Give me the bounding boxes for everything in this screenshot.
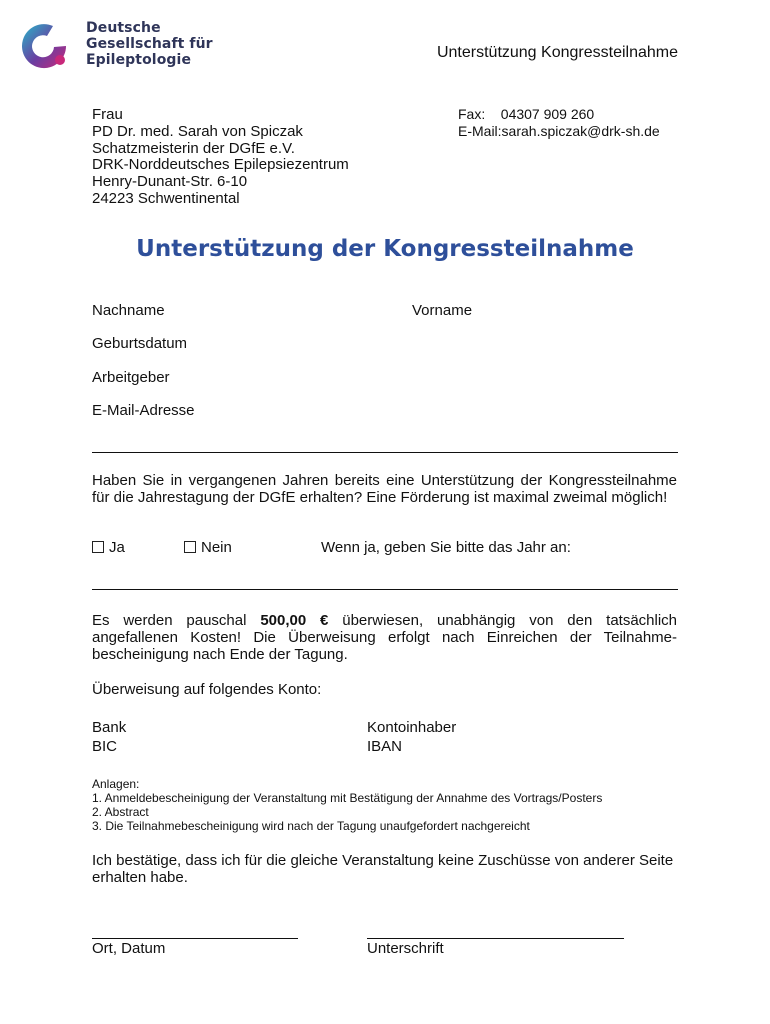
header-title: Unterstützung Kongressteilnahme bbox=[436, 44, 678, 61]
attachment-item: 2. Abstract bbox=[92, 805, 149, 819]
form-title: Unterstützung der Kongressteilnahme bbox=[136, 236, 634, 262]
signature-label: Unterschrift bbox=[367, 940, 444, 957]
attachment-item: 3. Die Teilnahmebescheinigung wird nach der Tagung unaufgefordert nachgereicht bbox=[92, 819, 530, 833]
bic-label[interactable]: BIC bbox=[92, 738, 118, 755]
contact-block bbox=[458, 106, 660, 140]
address-line: Frau bbox=[92, 106, 123, 123]
attachment-item: 1. Anmeldebescheinigung der Veranstaltung mit Bestätigung der Annahme des Vortrags/Posters bbox=[92, 791, 603, 805]
dgfe-logo-mark bbox=[16, 16, 76, 76]
option-ja[interactable] bbox=[92, 539, 125, 556]
place-date-label: Ort, Datum bbox=[92, 940, 166, 957]
field-nachname[interactable]: Nachname bbox=[92, 302, 165, 319]
signature-line[interactable] bbox=[367, 938, 624, 939]
account-holder-label[interactable]: Kontoinhaber bbox=[367, 719, 457, 736]
payment-notice bbox=[92, 612, 677, 663]
year-prompt: Wenn ja, geben Sie bitte das Jahr an: bbox=[321, 539, 571, 556]
logo-wordmark bbox=[86, 20, 213, 68]
logo-line: Deutsche bbox=[86, 20, 161, 36]
payment-post: überwiesen, unabhängig von den tatsächlich angefallenen Kosten! Die Überweisung erfolgt nach Einreichen der Teilnahme-bescheinigung nach Ende der Tagung. bbox=[92, 612, 678, 663]
option-ja-label: Ja bbox=[109, 539, 125, 556]
option-nein[interactable] bbox=[184, 539, 232, 556]
divider bbox=[92, 452, 678, 453]
logo-line: Gesellschaft für bbox=[86, 36, 213, 52]
address-line: PD Dr. med. Sarah von Spiczak bbox=[92, 122, 303, 140]
address-line: DRK-Norddeutsches Epilepsiezentrum bbox=[92, 156, 349, 174]
attachments-heading: Anlagen: bbox=[92, 777, 140, 791]
payment-amount: 500,00 € bbox=[260, 612, 329, 629]
address-line: Schatzmeisterin der DGfE e.V. bbox=[92, 139, 295, 157]
recipient-address bbox=[92, 106, 349, 207]
address-line: Henry-Dunant-Str. 6-10 bbox=[92, 173, 248, 191]
prior-support-question: Haben Sie in vergangenen Jahren bereits eine Unterstützung der Kongressteilnahme für die Jahrestagung der DGfE erhalten? Eine Förderung ist maximal zweimal möglich! bbox=[92, 472, 677, 506]
confirmation-statement: Ich bestätige, dass ich für die gleiche Veranstaltung keine Zuschüsse von anderer Seite erhalten habe. bbox=[92, 852, 674, 886]
field-email[interactable]: E-Mail-Adresse bbox=[92, 402, 195, 419]
divider bbox=[92, 589, 678, 590]
option-nein-label: Nein bbox=[201, 539, 232, 556]
payment-pre: Es werden pauschal bbox=[92, 612, 247, 629]
place-date-line[interactable] bbox=[92, 938, 298, 939]
field-arbeitgeber[interactable]: Arbeitgeber bbox=[92, 369, 170, 386]
checkbox-icon[interactable] bbox=[92, 541, 104, 553]
checkbox-icon[interactable] bbox=[184, 541, 196, 553]
email-address[interactable]: E-Mail:sarah.spiczak@drk-sh.de bbox=[458, 122, 660, 139]
fax-number: Fax: 04307 909 260 bbox=[458, 106, 595, 122]
field-vorname[interactable]: Vorname bbox=[412, 302, 473, 319]
address-line: 24223 Schwentinental bbox=[92, 189, 240, 207]
iban-label[interactable]: IBAN bbox=[367, 738, 403, 755]
field-geburtsdatum[interactable]: Geburtsdatum bbox=[92, 335, 188, 352]
attachments bbox=[92, 777, 602, 833]
logo-line: Epileptologie bbox=[86, 52, 192, 68]
bank-label[interactable]: Bank bbox=[92, 719, 127, 736]
account-heading: Überweisung auf folgendes Konto: bbox=[92, 681, 322, 698]
